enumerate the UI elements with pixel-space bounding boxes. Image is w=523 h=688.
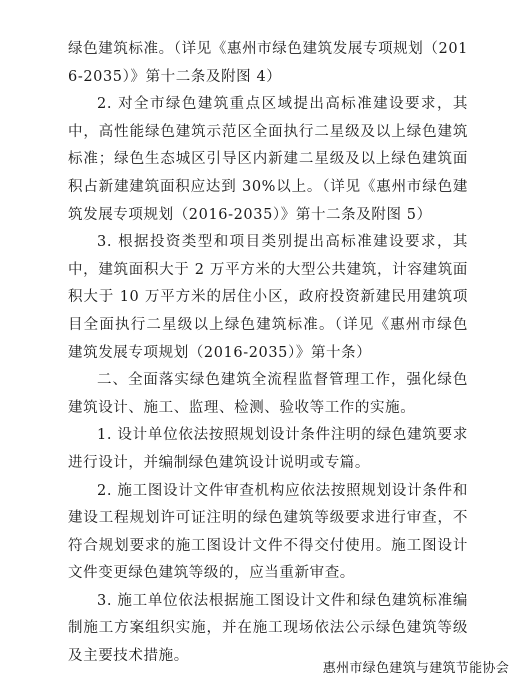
- document-body: [68, 36, 468, 671]
- paragraph-item-1-design: 1. 设计单位依法按照规划设计条件注明的绿色建筑要求进行设计，并编制绿色建筑设计说明或专篇。: [68, 427, 468, 471]
- section-heading-two: 二、全面落实绿色建筑全流程监督管理工作，强化绿色建筑设计、施工、监理、检测、验收等工作的实施。: [68, 372, 468, 416]
- paragraph-item-2-key-areas: 2. 对全市绿色建筑重点区域提出高标准建设要求，其中，高性能绿色建筑示范区全面执行二星级及以上绿色建筑标准；绿色生态城区引导区内新建二星级及以上绿色建筑面积占新建建筑面积应达到 30%以上。（详见《惠州市绿色建筑发展专项规划（2016-2035）》第十二条及附图 5）: [68, 96, 468, 223]
- footer-organization: 惠州市绿色建筑与建筑节能协会: [322, 661, 509, 676]
- paragraph-item-2-review: 2. 施工图设计文件审查机构应依法按照规划设计条件和建设工程规划许可证注明的绿色建筑等级要求进行审查，不符合规划要求的施工图设计文件不得交付使用。施工图设计文件变更绿色建筑等级的，应当重新审查。: [68, 482, 468, 582]
- paragraph-item-3-construction: 3. 施工单位依法根据施工图设计文件和绿色建筑标准编制施工方案组织实施，并在施工现场依法公示绿色建筑等级及主要技术措施。: [68, 592, 468, 665]
- paragraph-item-3-investment-types: 3. 根据投资类型和项目类别提出高标准建设要求，其中，建筑面积大于 2 万平方米的大型公共建筑，计容建筑面积大于 10 万平方米的居住小区，政府投资新建民用建筑项目全面执行二星级以上绿色建筑标准。（详见《惠州市绿色建筑发展专项规划（2016-2035）》第十条）: [68, 234, 468, 361]
- paragraph-continuation: 绿色建筑标准。（详见《惠州市绿色建筑发展专项规划（2016-2035）》第十二条及附图 4）: [68, 41, 468, 85]
